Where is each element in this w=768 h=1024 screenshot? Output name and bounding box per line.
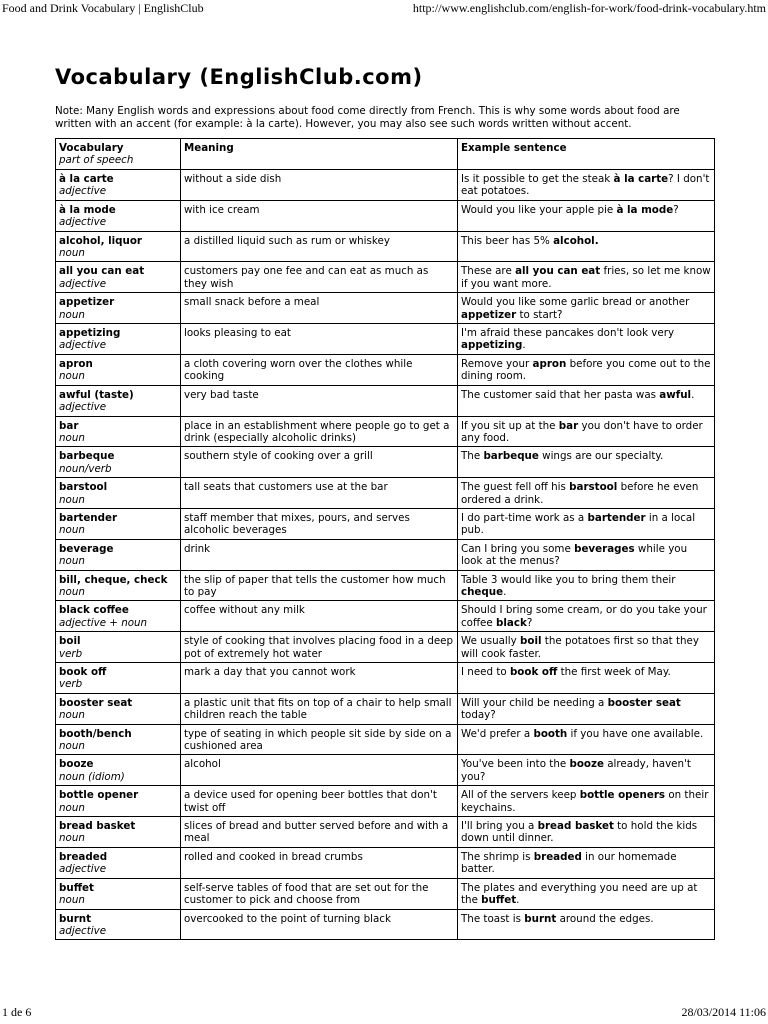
vocab-word: book off [59, 666, 107, 678]
header-example: Example sentence [458, 139, 715, 170]
table-row [56, 231, 715, 262]
vocab-cell [56, 663, 181, 694]
vocab-cell [56, 724, 181, 755]
example-text-after: ? [526, 616, 533, 629]
meaning-cell: place in an establishment where people go to get a drink (especially alcoholic drinks) [181, 416, 458, 447]
part-of-speech: noun [59, 585, 85, 598]
vocab-word: all you can eat [59, 265, 145, 278]
vocab-cell [56, 755, 181, 786]
example-text-before: I'll bring you a [461, 820, 538, 833]
example-text-after: on their keychains. [461, 789, 709, 814]
table-row [56, 354, 715, 385]
part-of-speech: noun [59, 740, 85, 753]
example-text-after: the first week of May. [557, 666, 671, 678]
vocab-word: barstool [59, 481, 108, 494]
part-of-speech: noun [59, 832, 85, 845]
table-row [56, 416, 715, 447]
example-cell [458, 663, 715, 694]
part-of-speech: noun [59, 431, 85, 444]
vocab-cell [56, 601, 181, 632]
table-row [56, 447, 715, 478]
vocabulary-table-body [56, 170, 715, 940]
table-row [56, 570, 715, 601]
table-row [56, 909, 715, 940]
part-of-speech: noun [59, 247, 85, 260]
meaning-cell: self-serve tables of food that are set out for the customer to pick and choose from [181, 878, 458, 909]
print-footer-page: 1 de 6 [2, 1005, 32, 1019]
example-text-after: the potatoes first so that they will cook faster. [461, 635, 699, 660]
vocab-cell [56, 909, 181, 940]
example-text-before: We usually [461, 635, 521, 648]
meaning-cell: southern style of cooking over a grill [181, 447, 458, 478]
example-cell [458, 416, 715, 447]
meaning-cell: rolled and cooked in bread crumbs [181, 847, 458, 878]
meaning-cell: coffee without any milk [181, 601, 458, 632]
vocab-cell [56, 200, 181, 231]
example-cell [458, 693, 715, 724]
example-keyword: all you can eat [515, 265, 601, 278]
vocab-word: bread basket [59, 820, 136, 833]
example-cell [458, 200, 715, 231]
example-keyword: apron [532, 357, 567, 370]
example-text-after: while you look at the menus? [461, 542, 688, 568]
print-footer-datetime: 28/03/2014 11:06 [681, 1005, 766, 1019]
part-of-speech: adjective [59, 216, 107, 229]
vocab-cell [56, 508, 181, 539]
print-header [0, 0, 768, 16]
example-keyword: bottle openers [579, 789, 666, 802]
vocab-cell [56, 693, 181, 724]
example-keyword: booze [569, 758, 604, 771]
vocab-word: beverage [59, 542, 114, 555]
table-row [56, 755, 715, 786]
vocab-cell [56, 478, 181, 509]
example-cell [458, 847, 715, 878]
meaning-cell: slices of bread and butter served before and with a meal [181, 817, 458, 848]
example-keyword: bread basket [537, 820, 614, 833]
example-cell [458, 170, 715, 201]
part-of-speech: noun [59, 894, 85, 907]
example-text-before: The toast is [461, 912, 525, 925]
meaning-cell: tall seats that customers use at the bar [181, 478, 458, 509]
table-row [56, 878, 715, 909]
example-cell [458, 354, 715, 385]
example-text-before: I'm afraid these pancakes don't look very [461, 327, 675, 340]
example-text-after: to hold the kids down until dinner. [461, 820, 698, 845]
example-text-before: Would you like some garlic bread or another [461, 296, 690, 309]
vocab-word: boil [59, 635, 81, 648]
part-of-speech: verb [59, 647, 83, 660]
vocab-word: à la mode [59, 203, 116, 216]
example-text-before: The customer said that her pasta was [461, 388, 660, 401]
part-of-speech: adjective [59, 185, 107, 198]
vocabulary-table [55, 138, 715, 940]
part-of-speech: noun [59, 555, 85, 568]
vocab-word: apron [59, 357, 93, 370]
example-text-before: You've been into the [461, 758, 570, 771]
table-header-row [56, 139, 715, 170]
meaning-cell: a device used for opening beer bottles that don't twist off [181, 786, 458, 817]
vocab-word: breaded [59, 850, 108, 863]
vocab-word: alcohol, liquor [59, 234, 142, 247]
example-text-after: ? I don't eat potatoes. [461, 173, 710, 198]
table-row [56, 385, 715, 416]
example-text-after: . [503, 585, 507, 598]
example-text-before: Can I bring you some [461, 542, 575, 555]
example-cell [458, 817, 715, 848]
example-text-before: The shrimp is [461, 850, 534, 863]
example-text-before: Should I bring some cream, or do you take your coffee [461, 604, 707, 629]
table-row [56, 632, 715, 663]
vocab-cell [56, 632, 181, 663]
meaning-cell: drink [181, 539, 458, 570]
example-cell [458, 601, 715, 632]
example-cell [458, 262, 715, 293]
example-text-after: already, haven't you? [461, 758, 691, 783]
example-cell [458, 478, 715, 509]
vocab-cell [56, 786, 181, 817]
example-keyword: burnt [524, 912, 557, 925]
vocab-word: appetizer [59, 296, 115, 309]
part-of-speech: adjective + noun [59, 616, 148, 629]
example-text-after: in a local pub. [461, 511, 696, 537]
example-text-after: if you have one available. [567, 727, 704, 740]
header-meaning: Meaning [181, 139, 458, 170]
example-text-before: Would you like your apple pie [461, 203, 617, 216]
example-keyword: cheque [461, 585, 504, 598]
example-text-after: before he even ordered a drink. [461, 481, 699, 506]
vocab-cell [56, 570, 181, 601]
vocab-word: bar [59, 419, 79, 432]
vocab-word: bottle opener [59, 789, 139, 802]
example-keyword: bar [558, 419, 579, 432]
part-of-speech: adjective [59, 863, 107, 876]
part-of-speech: noun/verb [59, 462, 112, 475]
table-row [56, 601, 715, 632]
vocab-cell [56, 354, 181, 385]
example-cell [458, 293, 715, 324]
example-cell [458, 508, 715, 539]
example-cell [458, 786, 715, 817]
example-text-before: Will your child be needing a [461, 696, 608, 709]
vocab-cell [56, 385, 181, 416]
example-cell [458, 755, 715, 786]
example-text-after: you don't have to order any food. [461, 419, 703, 444]
table-row [56, 847, 715, 878]
vocab-cell [56, 847, 181, 878]
page-content [55, 62, 714, 940]
header-vocabulary-label: Vocabulary [59, 142, 124, 154]
vocab-word: barbeque [59, 450, 115, 463]
example-cell [458, 447, 715, 478]
meaning-cell: style of cooking that involves placing food in a deep pot of extremely hot water [181, 632, 458, 663]
example-cell [458, 231, 715, 262]
example-keyword: barbeque [483, 450, 539, 463]
part-of-speech: noun (idiom) [59, 770, 125, 783]
example-keyword: boil [520, 635, 542, 648]
meaning-cell: without a side dish [181, 170, 458, 201]
example-text-before: I need to [461, 666, 510, 678]
example-keyword: alcohol. [553, 234, 599, 247]
example-text-after: to start? [516, 308, 563, 321]
example-text-after: wings are our specialty. [538, 450, 664, 463]
vocab-word: booster seat [59, 696, 133, 709]
example-keyword: à la mode [616, 203, 674, 216]
vocab-word: bill, cheque, check [59, 573, 168, 586]
vocab-cell [56, 170, 181, 201]
example-text-before: Is it possible to get the steak [461, 173, 614, 185]
table-row [56, 693, 715, 724]
vocab-word: bartender [59, 511, 118, 524]
part-of-speech: noun [59, 524, 85, 537]
page-title: Vocabulary (EnglishClub.com) [55, 65, 423, 89]
example-text-before: These are [461, 265, 516, 278]
vocab-cell [56, 324, 181, 355]
example-cell [458, 539, 715, 570]
meaning-cell: very bad taste [181, 385, 458, 416]
meaning-cell: a plastic unit that fits on top of a chair to help small children reach the table [181, 693, 458, 724]
example-text-before: If you sit up at the [461, 419, 559, 432]
meaning-cell: staff member that mixes, pours, and serves alcoholic beverages [181, 508, 458, 539]
print-header-title: Food and Drink Vocabulary | EnglishClub [2, 1, 204, 15]
table-row [56, 324, 715, 355]
example-text-before: We'd prefer a [461, 727, 534, 740]
table-row [56, 786, 715, 817]
example-text-before: Remove your [461, 357, 533, 370]
example-cell [458, 632, 715, 663]
vocab-word: booth/bench [59, 727, 132, 740]
part-of-speech: noun [59, 709, 85, 722]
table-row [56, 539, 715, 570]
meaning-cell: overcooked to the point of turning black [181, 909, 458, 940]
example-text-after: . [516, 894, 520, 907]
example-keyword: beverages [574, 542, 635, 555]
example-text-before: The [461, 450, 484, 463]
example-text-after: . [691, 388, 695, 401]
print-footer [0, 1005, 768, 1021]
example-text-before: The guest fell off his [461, 481, 570, 494]
example-cell [458, 909, 715, 940]
example-text-before: All of the servers keep [461, 789, 580, 802]
vocab-cell [56, 231, 181, 262]
meaning-cell: type of seating in which people sit side by side on a cushioned area [181, 724, 458, 755]
vocab-word: à la carte [59, 173, 114, 185]
table-row [56, 200, 715, 231]
example-cell [458, 385, 715, 416]
table-row [56, 663, 715, 694]
vocab-word: booze [59, 758, 94, 771]
example-keyword: appetizing [461, 339, 523, 352]
vocab-cell [56, 539, 181, 570]
part-of-speech: adjective [59, 401, 107, 414]
part-of-speech: adjective [59, 924, 107, 937]
example-keyword: breaded [533, 850, 582, 863]
vocab-cell [56, 878, 181, 909]
vocab-cell [56, 447, 181, 478]
table-row [56, 508, 715, 539]
example-text-before: I do part-time work as a [461, 511, 588, 524]
part-of-speech: adjective [59, 339, 107, 352]
table-row [56, 724, 715, 755]
example-keyword: buffet [481, 894, 517, 907]
vocab-word: black coffee [59, 604, 129, 617]
vocab-cell [56, 416, 181, 447]
vocab-word: awful (taste) [59, 388, 134, 401]
header-part-of-speech: part of speech [59, 154, 134, 167]
table-row [56, 262, 715, 293]
meaning-cell: customers pay one fee and can eat as much as they wish [181, 262, 458, 293]
part-of-speech: noun [59, 308, 85, 321]
example-keyword: black [496, 616, 527, 629]
header-vocabulary [56, 139, 181, 170]
example-keyword: bartender [587, 511, 646, 524]
meaning-cell: small snack before a meal [181, 293, 458, 324]
example-keyword: booster seat [607, 696, 681, 709]
meaning-cell: the slip of paper that tells the customer how much to pay [181, 570, 458, 601]
example-text-after: before you come out to the dining room. [461, 357, 711, 383]
print-header-url: http://www.englishclub.com/english-for-work/food-drink-vocabulary.htm [412, 1, 766, 15]
part-of-speech: noun [59, 370, 85, 383]
meaning-cell: a cloth covering worn over the clothes while cooking [181, 354, 458, 385]
example-cell [458, 724, 715, 755]
vocab-cell [56, 262, 181, 293]
example-keyword: barstool [569, 481, 618, 494]
example-text-before: The plates and everything you need are up at the [461, 881, 698, 907]
vocab-cell [56, 817, 181, 848]
example-keyword: à la carte [613, 173, 669, 185]
example-text-after: ? [673, 203, 679, 216]
meaning-cell: a distilled liquid such as rum or whiskey [181, 231, 458, 262]
part-of-speech: noun [59, 493, 85, 506]
example-cell [458, 878, 715, 909]
example-cell [458, 324, 715, 355]
example-text-after: around the edges. [556, 912, 654, 925]
table-row [56, 817, 715, 848]
vocab-word: burnt [59, 912, 92, 925]
example-text-before: This beer has 5% [461, 234, 554, 247]
vocab-word: buffet [59, 881, 94, 894]
example-text-after: in our homemade batter. [461, 850, 677, 876]
example-keyword: book off [509, 666, 558, 678]
part-of-speech: noun [59, 801, 85, 814]
example-keyword: appetizer [461, 308, 517, 321]
meaning-cell: alcohol [181, 755, 458, 786]
table-row [56, 478, 715, 509]
vocab-cell [56, 293, 181, 324]
part-of-speech: adjective [59, 277, 107, 290]
part-of-speech: verb [59, 678, 83, 691]
example-text-after: today? [461, 709, 496, 722]
accent-note: Note: Many English words and expressions about food come directly from French. This is why some words about food are written with an accent (for example: à la carte). However, you may also see such words written without accent. [55, 105, 680, 130]
table-row [56, 293, 715, 324]
example-text-after: . [522, 339, 526, 352]
example-keyword: awful [659, 388, 692, 401]
meaning-cell: looks pleasing to eat [181, 324, 458, 355]
example-text-after: fries, so let me know if you want more. [461, 265, 711, 290]
meaning-cell: with ice cream [181, 200, 458, 231]
example-text-before: Table 3 would like you to bring them their [461, 573, 676, 586]
example-cell [458, 570, 715, 601]
example-keyword: booth [533, 727, 568, 740]
meaning-cell: mark a day that you cannot work [181, 663, 458, 694]
vocab-word: appetizing [59, 327, 121, 340]
table-row [56, 170, 715, 201]
